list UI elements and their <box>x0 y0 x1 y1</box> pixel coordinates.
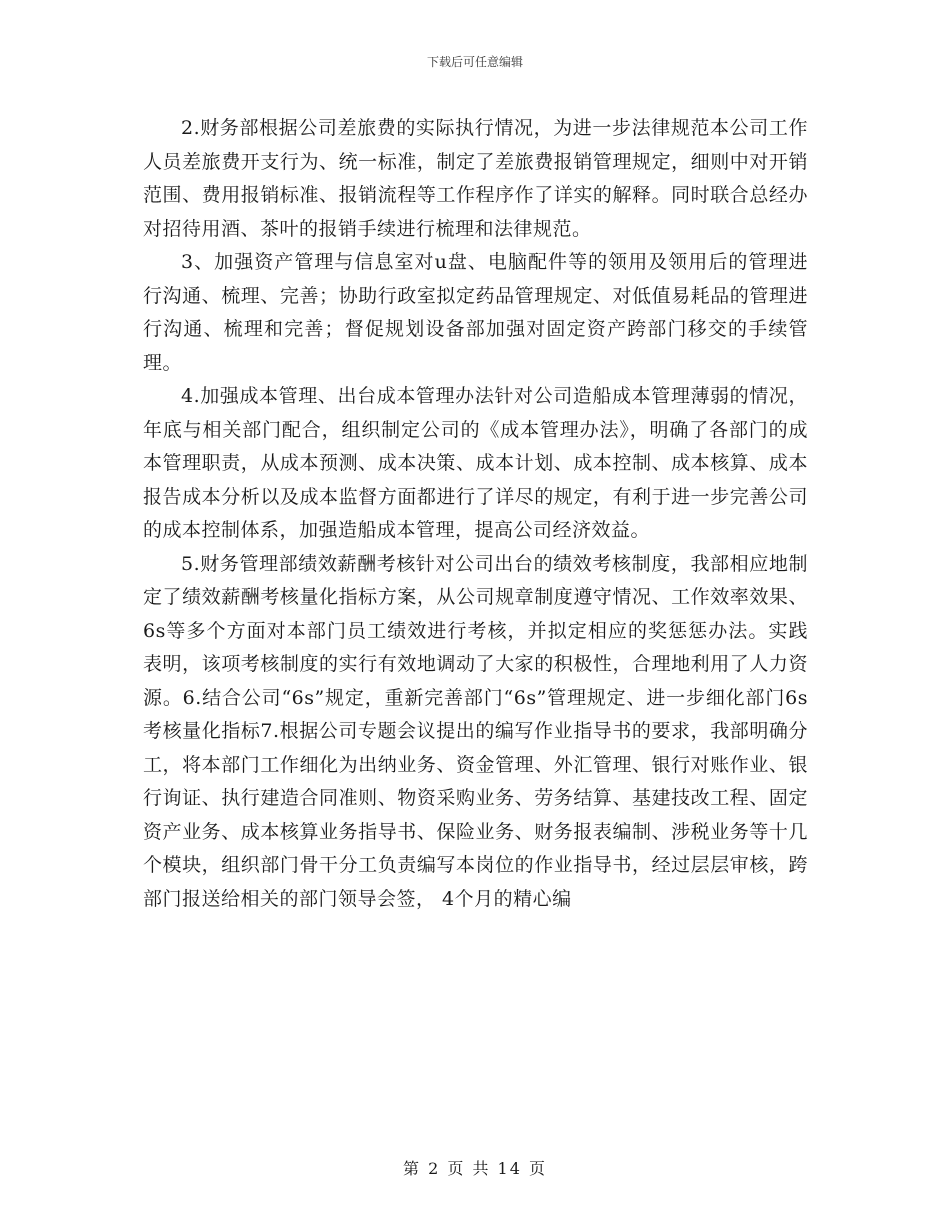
paragraph-travel-expense: 2.财务部根据公司差旅费的实际执行情况，为进一步法律规范本公司工作人员差旅费开支行为、统一标准，制定了差旅费报销管理规定，细则中对开销范围、费用报销标准、报销流程等工作程序作了详实的解释。同时联合总经办对招待用酒、茶叶的报销手续进行梳理和法律规范。 <box>143 117 808 240</box>
page-number: 第 2 页 共 14 页 <box>403 1159 547 1178</box>
paragraph-performance-assessment: 5.财务管理部绩效薪酬考核针对公司出台的绩效考核制度，我部相应地制定了绩效薪酬考核量化指标方案，从公司规章制度遵守情况、工作效率效果、6s等多个方面对本部门员工绩效进行考核，并拟定相应的奖惩惩办法。实践表明，该项考核制度的实行有效地调动了大家的积极性，合理地利用了人力资源。6.结合公司“6s”规定，重新完善部门“6s”管理规定、进一步细化部门6s考核量化指标7.根据公司专题会议提出的编写作业指导书的要求，我部明确分工，将本部门工作细化为出纳业务、资金管理、外汇管理、银行对账作业、银行询证、执行建造合同准则、物资采购业务、劳务结算、基建技改工程、固定资产业务、成本核算业务指导书、保险业务、财务报表编制、涉税业务等十几个模块，组织部门骨干分工负责编写本岗位的作业指导书，经过层层审核，跨部门报送给相关的部门领导会签， 4个月的精心编 <box>143 552 808 910</box>
paragraph-asset-management: 3、加强资产管理与信息室对u盘、电脑配件等的领用及领用后的管理进行沟通、梳理、完善；协助行政室拟定药品管理规定、对低值易耗品的管理进行沟通、梳理和完善；督促规划设备部加强对固定资产跨部门移交的手续管理。 <box>143 251 808 374</box>
page-header-note: 下载后可任意编辑 <box>426 55 523 69</box>
document-body <box>143 112 808 916</box>
paragraph-cost-management: 4.加强成本管理、出台成本管理办法针对公司造船成本管理薄弱的情况，年底与相关部门配合，组织制定公司的《成本管理办法》，明确了各部门的成本管理职责，从成本预测、成本决策、成本计划、成本控制、成本核算、成本报告成本分析以及成本监督方面都进行了详尽的规定，有利于进一步完善公司的成本控制体系，加强造船成本管理，提高公司经济效益。 <box>143 385 808 541</box>
